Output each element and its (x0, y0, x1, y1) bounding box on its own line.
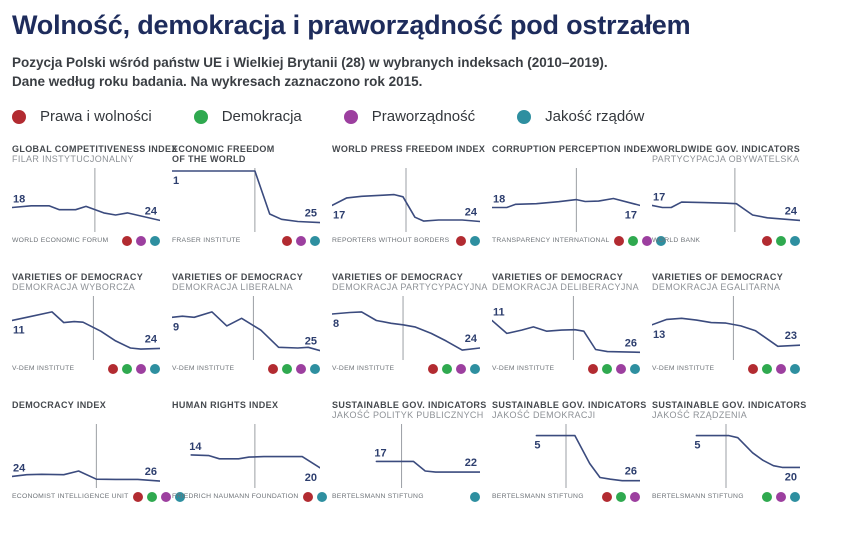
end-rank-label: 24 (464, 206, 477, 219)
chart-subtitle (172, 410, 320, 421)
rank-trend-line (652, 202, 800, 220)
chart-title-block (172, 400, 320, 422)
chart-cell (172, 272, 320, 375)
source-row (652, 363, 800, 375)
chart-cell (332, 399, 487, 503)
source-label: V-DEM INSTITUTE (652, 365, 715, 373)
rank-trend-line (12, 206, 160, 221)
chart-cell (652, 144, 800, 247)
rule_of_law-category-dot-icon (136, 364, 146, 374)
start-rank-label: 18 (493, 193, 506, 206)
legend-item-label: Praworządność (371, 108, 476, 126)
rule_of_law-category-dot-icon (630, 492, 640, 502)
sparkline-chart (332, 296, 480, 360)
rule_of_law-category-dot-icon (456, 364, 466, 374)
chart-cell (332, 271, 488, 375)
legend-item-gov_quality (517, 108, 644, 125)
category-dots (744, 364, 800, 374)
end-rank-label: 25 (304, 207, 317, 220)
rank-trend-line (492, 320, 640, 352)
chart-cell (12, 272, 160, 375)
rank-trend-line (172, 312, 320, 351)
page-title: Wolność, demokracja i praworządność pod ostrzałem (12, 10, 691, 40)
sparkline-chart (492, 424, 640, 488)
end-rank-label: 26 (624, 465, 637, 478)
sparkline-chart (492, 296, 640, 360)
start-rank-label: 5 (534, 439, 541, 452)
source-label: V-DEM INSTITUTE (492, 365, 555, 373)
chart-title-block (12, 143, 178, 166)
rule_of_law-category-dot-icon (296, 364, 306, 374)
chart-subtitle: DEMOKRACJA LIBERALNA (172, 282, 294, 293)
chart-cell (172, 144, 320, 247)
chart-title: CORRUPTION PERCEPTION INDEX (492, 143, 653, 154)
chart-subtitle: DEMOKRACJA DELIBERACYJNA (492, 282, 639, 293)
source-label: V-DEM INSTITUTE (172, 365, 235, 373)
rank-trend-line (492, 198, 640, 207)
democracy-category-dot-icon (122, 364, 132, 374)
category-dots (466, 492, 480, 502)
source-label: FRASER INSTITUTE (172, 237, 241, 245)
rights-category-dot-icon (762, 236, 772, 246)
source-row (12, 235, 160, 247)
source-row (12, 491, 160, 503)
rights-category-dot-icon (133, 492, 143, 502)
rights-category-dot-icon (108, 364, 118, 374)
category-dots (424, 364, 480, 374)
start-rank-label: 9 (173, 321, 180, 334)
chart-title-block (12, 272, 160, 294)
sparkline-chart (172, 296, 320, 360)
end-rank-label: 24 (144, 333, 157, 346)
legend-gov_quality-dot-icon (517, 110, 531, 124)
end-rank-label: 20 (304, 471, 317, 484)
end-rank-label: 23 (784, 330, 797, 343)
rights-category-dot-icon (602, 492, 612, 502)
rights-category-dot-icon (282, 236, 292, 246)
chart-title-block (12, 400, 160, 422)
chart-title-block (492, 143, 653, 166)
chart-title: WORLD PRESS FREEDOM INDEX (332, 143, 486, 154)
rank-trend-line (191, 455, 320, 468)
legend-item-label: Jakość rządów (545, 108, 645, 126)
democracy-category-dot-icon (776, 236, 786, 246)
rank-trend-line (172, 171, 320, 223)
rights-category-dot-icon (614, 236, 624, 246)
rule_of_law-category-dot-icon (161, 492, 171, 502)
chart-title: SUSTAINABLE GOV. INDICATORS (332, 399, 487, 410)
category-dots (278, 236, 320, 246)
source-row (12, 363, 160, 375)
rule_of_law-category-dot-icon (776, 492, 786, 502)
gov_quality-category-dot-icon (790, 492, 800, 502)
chart-subtitle: JAKOŚĆ RZĄDZENIA (652, 410, 748, 421)
legend-item-democracy (194, 108, 302, 125)
category-dots (104, 364, 160, 374)
rank-trend-line (12, 471, 160, 481)
legend-item-label: Prawa i wolności (40, 108, 152, 126)
legend-rights-dot-icon (12, 110, 26, 124)
source-label: WORLD ECONOMIC FORUM (12, 237, 109, 245)
gov_quality-category-dot-icon (310, 236, 320, 246)
rights-category-dot-icon (303, 492, 313, 502)
sparkline-chart (12, 168, 160, 232)
end-rank-label: 26 (144, 465, 157, 478)
rule_of_law-category-dot-icon (136, 236, 146, 246)
chart-title-block (332, 143, 486, 166)
gov_quality-category-dot-icon (470, 364, 480, 374)
sparkline-chart (12, 296, 160, 360)
charts-grid (12, 144, 836, 503)
chart-title-block (652, 144, 800, 166)
chart-title: WORLDWIDE GOV. INDICATORS (652, 143, 801, 154)
sparkline-chart (332, 424, 480, 488)
chart-title: VARIETIES OF DEMOCRACY (332, 271, 464, 282)
chart-title: ECONOMIC FREEDOM (172, 143, 275, 154)
category-dots (758, 492, 800, 502)
source-row (492, 235, 640, 247)
chart-subtitle (12, 410, 160, 421)
chart-title: VARIETIES OF DEMOCRACY (652, 271, 784, 282)
source-row (332, 363, 480, 375)
legend-item-rule_of_law (344, 108, 475, 125)
chart-cell (492, 143, 653, 247)
chart-title: VARIETIES OF DEMOCRACY (492, 271, 624, 282)
source-label: BERTELSMANN STIFTUNG (652, 493, 744, 501)
chart-cell (652, 399, 807, 503)
start-rank-label: 14 (189, 440, 202, 453)
chart-title-block (332, 399, 487, 422)
end-rank-label: 24 (464, 332, 477, 345)
start-rank-label: 8 (333, 317, 340, 330)
sparkline-chart (172, 424, 320, 488)
chart-cell (172, 400, 320, 503)
rights-category-dot-icon (456, 236, 466, 246)
start-rank-label: 13 (653, 328, 666, 341)
chart-title-block (652, 399, 807, 422)
chart-subtitle: DEMOKRACJA PARTYCYPACYJNA (332, 282, 488, 293)
gov_quality-category-dot-icon (317, 492, 327, 502)
start-rank-label: 24 (13, 462, 26, 475)
source-label: WORLD BANK (652, 237, 701, 245)
chart-subtitle: PARTYCYPACJA OBYWATELSKA (652, 154, 800, 165)
rule_of_law-category-dot-icon (296, 236, 306, 246)
sparkline-chart (172, 168, 320, 232)
end-rank-label: 20 (784, 471, 797, 484)
rule_of_law-category-dot-icon (616, 364, 626, 374)
gov_quality-category-dot-icon (790, 236, 800, 246)
democracy-category-dot-icon (616, 492, 626, 502)
rights-category-dot-icon (122, 236, 132, 246)
democracy-category-dot-icon (282, 364, 292, 374)
start-rank-label: 18 (13, 193, 26, 206)
source-label: REPORTERS WITHOUT BORDERS (332, 237, 450, 245)
chart-title-line2: OF THE WORLD (172, 154, 246, 165)
source-row (172, 363, 320, 375)
category-dots (118, 236, 160, 246)
chart-title: SUSTAINABLE GOV. INDICATORS (652, 399, 807, 410)
chart-subtitle: DEMOKRACJA EGALITARNA (652, 282, 781, 293)
rights-category-dot-icon (748, 364, 758, 374)
end-rank-label: 26 (624, 337, 637, 350)
chart-subtitle: DEMOKRACJA WYBORCZA (12, 282, 136, 293)
source-label: BERTELSMANN STIFTUNG (492, 493, 584, 501)
start-rank-label: 11 (13, 324, 25, 337)
democracy-category-dot-icon (762, 364, 772, 374)
chart-title: DEMOCRACY INDEX (12, 399, 107, 410)
rights-category-dot-icon (588, 364, 598, 374)
chart-title-block (172, 272, 320, 294)
chart-title-block (332, 271, 488, 294)
rule_of_law-category-dot-icon (776, 364, 786, 374)
subtitle-line-2: Dane według roku badania. Na wykresach zaznaczono rok 2015. (12, 73, 423, 89)
source-label: V-DEM INSTITUTE (332, 365, 395, 373)
chart-cell (12, 400, 160, 503)
end-rank-label: 24 (784, 205, 797, 218)
rank-trend-line (12, 312, 160, 349)
category-dots (264, 364, 320, 374)
rights-category-dot-icon (268, 364, 278, 374)
sparkline-chart (652, 168, 800, 232)
chart-title: VARIETIES OF DEMOCRACY (12, 271, 144, 282)
chart-title-block (492, 272, 640, 294)
gov_quality-category-dot-icon (150, 236, 160, 246)
category-dots (452, 236, 480, 246)
gov_quality-category-dot-icon (470, 236, 480, 246)
source-label: FRIEDRICH NAUMANN FOUNDATION (172, 493, 299, 501)
democracy-category-dot-icon (442, 364, 452, 374)
category-dots (584, 364, 640, 374)
legend-rule_of_law-dot-icon (344, 110, 358, 124)
source-label: V-DEM INSTITUTE (12, 365, 75, 373)
sparkline-chart (652, 296, 800, 360)
rule_of_law-category-dot-icon (642, 236, 652, 246)
chart-subtitle: FILAR INSTYTUCJONALNY (12, 154, 134, 165)
start-rank-label: 17 (333, 209, 346, 222)
chart-title: VARIETIES OF DEMOCRACY (172, 271, 304, 282)
start-rank-label: 11 (493, 306, 505, 319)
rank-trend-line (332, 312, 480, 350)
rank-trend-line (696, 435, 800, 467)
chart-cell (12, 143, 178, 247)
source-row (652, 491, 800, 503)
start-rank-label: 5 (694, 439, 701, 452)
chart-title-block (492, 399, 647, 422)
source-row (492, 491, 640, 503)
source-row (172, 235, 320, 247)
category-dots (598, 492, 640, 502)
category-legend (12, 107, 836, 127)
rights-category-dot-icon (428, 364, 438, 374)
sparkline-chart (492, 168, 640, 232)
chart-subtitle (332, 154, 480, 165)
legend-item-label: Demokracja (221, 108, 302, 126)
democracy-category-dot-icon (628, 236, 638, 246)
subtitle-line-1: Pozycja Polski wśród państw UE i Wielkiej Brytanii (28) w wybranych indeksach (2010–2019). (12, 55, 608, 71)
chart-title-block (652, 272, 800, 294)
chart-cell (652, 272, 800, 375)
category-dots (299, 492, 327, 502)
sparkline-chart (12, 424, 160, 488)
source-label: TRANSPARENCY INTERNATIONAL (492, 237, 610, 245)
chart-subtitle: JAKOŚĆ POLITYK PUBLICZNYCH (332, 410, 484, 421)
start-rank-label: 17 (653, 191, 666, 204)
end-rank-label: 17 (624, 209, 637, 222)
sparkline-chart (332, 168, 480, 232)
gov_quality-category-dot-icon (630, 364, 640, 374)
end-rank-label: 24 (144, 205, 157, 218)
chart-cell (492, 272, 640, 375)
chart-title-block (172, 144, 320, 166)
sparkline-chart (652, 424, 800, 488)
gov_quality-category-dot-icon (310, 364, 320, 374)
gov_quality-category-dot-icon (790, 364, 800, 374)
democracy-category-dot-icon (147, 492, 157, 502)
chart-title: GLOBAL COMPETITIVENESS INDEX (12, 143, 178, 154)
source-row (332, 491, 480, 503)
chart-subtitle (492, 154, 640, 165)
legend-item-rights (12, 108, 152, 125)
source-row (172, 491, 320, 503)
source-row (492, 363, 640, 375)
source-row (332, 235, 480, 247)
source-label: BERTELSMANN STIFTUNG (332, 493, 424, 501)
gov_quality-category-dot-icon (150, 364, 160, 374)
democracy-category-dot-icon (762, 492, 772, 502)
start-rank-label: 17 (374, 447, 387, 460)
page-subtitle (12, 54, 836, 92)
legend-democracy-dot-icon (194, 110, 208, 124)
chart-title: HUMAN RIGHTS INDEX (172, 399, 279, 410)
end-rank-label: 22 (464, 456, 477, 469)
source-label: ECONOMIST INTELLIGENCE UNIT (12, 493, 129, 501)
democracy-category-dot-icon (602, 364, 612, 374)
chart-cell (492, 399, 647, 503)
chart-subtitle: JAKOŚĆ DEMOKRACJI (492, 410, 596, 421)
start-rank-label: 1 (173, 174, 180, 187)
category-dots (758, 236, 800, 246)
end-rank-label: 25 (304, 335, 317, 348)
rank-trend-line (652, 318, 800, 346)
chart-title: SUSTAINABLE GOV. INDICATORS (492, 399, 647, 410)
gov_quality-category-dot-icon (470, 492, 480, 502)
chart-cell (332, 143, 486, 247)
source-row (652, 235, 800, 247)
